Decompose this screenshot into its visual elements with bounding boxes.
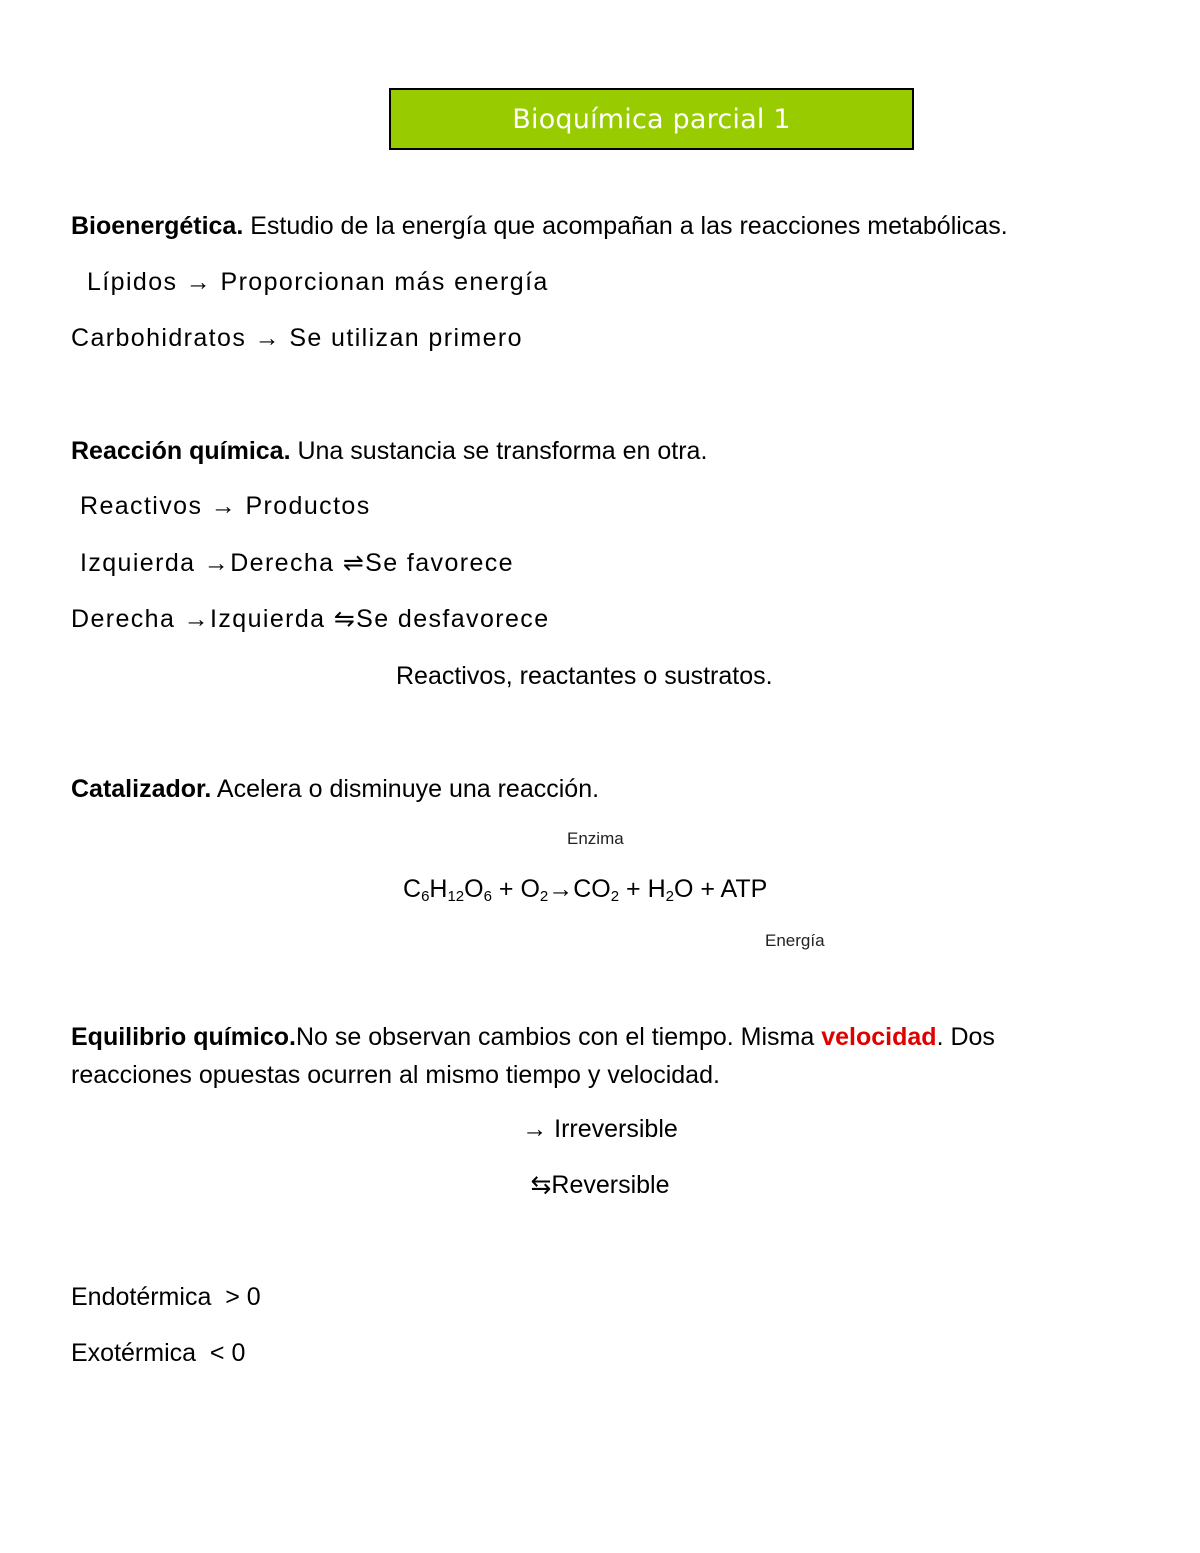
equilibrio-text-b: . Dos <box>936 1023 995 1051</box>
eq-oxygen-sub: 6 <box>483 888 492 905</box>
page-title: Bioquímica parcial 1 <box>512 103 791 135</box>
eq-hydrogen: H <box>429 875 448 903</box>
reversible-line: ⇆Reversible <box>530 1171 670 1199</box>
equilibrio-term: Equilibrio químico. <box>71 1023 296 1051</box>
reactivos-productos-line: Reactivos → Productos <box>80 492 371 520</box>
endotermica-line: Endotérmica > 0 <box>71 1283 261 1311</box>
catalizador-text: Acelera o disminuye una reacción. <box>211 775 600 803</box>
bioenergetica-definition <box>71 211 1008 241</box>
eq-plus-o2: + O <box>491 875 540 903</box>
derecha-izquierda-line: Derecha →Izquierda ⇋Se desfavorece <box>71 605 550 633</box>
bioenergetica-text: Estudio de la energía que acompañan a las reacciones metabólicas. <box>243 212 1008 240</box>
reactivos-note: Reactivos, reactantes o sustratos. <box>396 662 773 690</box>
eq-co2-sub: 2 <box>610 888 620 905</box>
eq-tail: O + ATP <box>673 875 768 903</box>
irreversible-line: → Irreversible <box>522 1115 678 1143</box>
equilibrio-definition-continued: reacciones opuestas ocurren al mismo tiempo y velocidad. <box>71 1061 720 1089</box>
bioenergetica-term: Bioenergética. <box>71 212 244 240</box>
chemical-equation <box>403 874 767 904</box>
energia-label: Energía <box>765 931 825 950</box>
reaccion-text: Una sustancia se transforma en otra. <box>290 437 708 465</box>
exotermica-line: Exotérmica < 0 <box>71 1339 246 1367</box>
eq-oxygen: O <box>464 875 484 903</box>
catalizador-term: Catalizador. <box>71 775 212 803</box>
izquierda-derecha-line: Izquierda →Derecha ⇌Se favorece <box>80 549 514 577</box>
title-banner <box>389 88 914 150</box>
enzima-label: Enzima <box>567 829 624 848</box>
carbohidratos-line: Carbohidratos → Se utilizan primero <box>71 324 523 352</box>
eq-arrow-co2: →CO <box>548 875 611 903</box>
lipidos-line: Lípidos → Proporcionan más energía <box>87 268 549 296</box>
reaccion-term: Reacción química. <box>71 437 291 465</box>
eq-carbon: C <box>403 875 422 903</box>
eq-o2-sub: 2 <box>539 888 549 905</box>
eq-h2o-sub: 2 <box>665 888 674 905</box>
catalizador-definition <box>71 774 599 804</box>
velocidad-highlight: velocidad <box>821 1023 937 1051</box>
eq-plus-h2o: + H <box>619 875 666 903</box>
eq-hydrogen-sub: 12 <box>447 888 465 905</box>
reaccion-definition <box>71 436 707 466</box>
equilibrio-text-a: No se observan cambios con el tiempo. Misma <box>296 1023 822 1051</box>
eq-carbon-sub: 6 <box>421 888 430 905</box>
equilibrio-definition <box>71 1022 995 1052</box>
